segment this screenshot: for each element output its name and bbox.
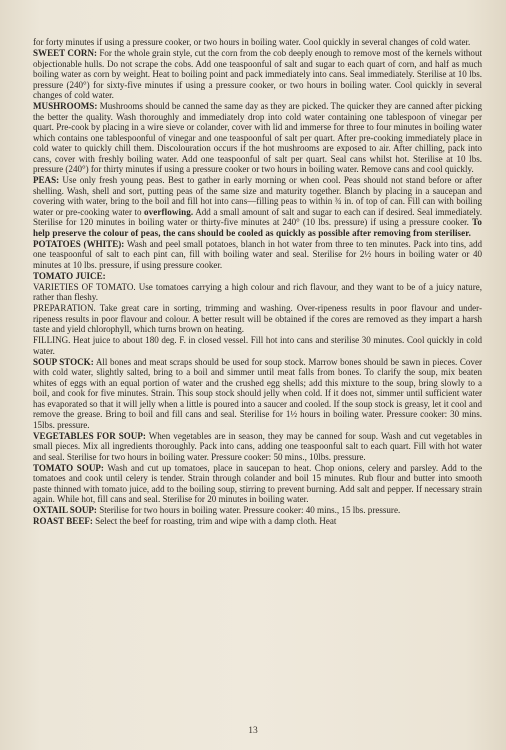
section-heading: PEAS: xyxy=(33,175,60,185)
paragraph-preparation xyxy=(33,303,482,335)
paragraph-text: FILLING. Heat juice to about 180 deg. F. in closed vessel. Fill hot into cans and sterilise 30 minutes. Cool quickly in cold water. xyxy=(33,335,482,356)
paragraph-text: Select the beef for roasting, trim and wipe with a damp cloth. Heat xyxy=(92,516,337,526)
paragraph-soup-stock xyxy=(33,357,482,431)
paragraph-mushrooms xyxy=(33,101,482,175)
page-number: 13 xyxy=(248,726,258,736)
paragraph-sweet-corn xyxy=(33,48,482,101)
paragraph-filling xyxy=(33,335,482,356)
section-heading: TOMATO SOUP: xyxy=(33,462,104,473)
paragraph-peas xyxy=(33,175,482,238)
section-heading: ROAST BEEF: xyxy=(33,516,93,526)
paragraph-oxtail-soup xyxy=(33,505,482,516)
paragraph-text: VARIETIES OF TOMATO. Use tomatoes carrying a high colour and rich flavour, and they want to be of a juicy nature, rather than fleshy. xyxy=(33,281,482,302)
paragraph-potatoes xyxy=(33,239,482,271)
paragraph-text: Use only fresh young peas. Best to gather in early morning or when cool. Peas should not stand before or after shelling. Wash, shell and sort, putting peas of the same size and maturity together. Blanch by placing in a saucepan and covering with water, bring to the boil and fill hot into cans—filling peas to within ¾ in. of top of can. Fill can with boiling water or pre-cooking water to xyxy=(33,175,482,217)
bold-inline-text: overflowing. xyxy=(144,206,194,217)
paragraph-text: Sterilise for two hours in boiling water. Pressure cooker: 40 mins., 15 lbs. pressure. xyxy=(96,505,401,515)
paragraph-tomato-soup xyxy=(33,463,482,505)
paragraph-text: Wash and cut up tomatoes, place in saucepan to heat. Chop onions, celery and parsley. Add to the tomatoes and cook until celery is tender. Strain through colander and boil 15 minutes. Rub flour and butter into smooth paste thinned with tomato juice, add to the boiling soup, stirring to prevent burning. Add salt and pepper. If necessary strain again. While hot, fill cans and seal. Sterilise for 20 minutes in boiling water. xyxy=(33,462,482,504)
bold-note: To help preserve the colour of peas, the cans should be cooled as quickly as possible after removing from steriliser. xyxy=(33,217,482,238)
paragraph-vegetables-for-soup xyxy=(33,431,482,463)
paragraph-text: Add a small amount of salt and sugar to each can if desired. Seal immediately. Sterilise for 120 minutes in boiling water or thirty-five minutes at 240° (10 lbs. pressure) if using a pressure cooker. xyxy=(33,206,482,227)
section-heading: TOMATO JUICE: xyxy=(33,270,106,281)
paragraph-varieties xyxy=(33,282,482,303)
section-heading: SOUP STOCK: xyxy=(33,356,94,367)
section-heading: SWEET CORN: xyxy=(33,48,97,58)
paragraph-text: Wash and peel small potatoes, blanch in hot water from three to ten minutes. Pack into tins, add one teaspoonful of salt to each pint can, fill with boiling water and seal. Sterilise for 2½ hours in boiling water or 40 minutes at 10 lbs. pressure, if using pressure cooker. xyxy=(33,238,483,270)
paragraph-roast-beef xyxy=(33,516,482,527)
paragraph-text: PREPARATION. Take great care in sorting, trimming and washing. Over-ripeness results in poor flavour and under-ripeness results in poor flavour and colour. A better result will be obtained if the cores are removed as they impart a harsh taste and yield chlorophyll, which turns brown on heating. xyxy=(33,303,482,334)
paragraph-text: for forty minutes if using a pressure cooker, or two hours in boiling water. Cool quickly in several changes of cold water. xyxy=(33,37,471,47)
paragraph-tomato-juice xyxy=(33,271,482,282)
paragraph-text: All bones and meat scraps should be used for soup stock. Marrow bones should be sawn in pieces. Cover with cold water, slightly salted, bring to a boil and simmer until meat falls from bones. To clarify the soup, mix beaten whites of eggs with an equal portion of water and the crushed egg shells; add this mixture to the soup, bring slowly to a boil, and cook for five minutes. Strain. This soup stock should jelly when cold. If it does not, simmer until sufficient water has evaporated so that it will jelly when a little is poured into a saucer and cooled. If the soup stock is greasy, let it cool and remove the grease. Bring to boil and fill cans and seal. Sterilise for 1½ hours in boiling water. Pressure cooker: 30 mins. 15lbs. pressure. xyxy=(33,356,482,430)
paragraph-continuation xyxy=(33,37,482,48)
section-heading: POTATOES (WHITE): xyxy=(33,238,125,249)
paragraph-text: When vegetables are in season, they may be canned for soup. Wash and cut vegetables in small pieces. Mix all ingredients thoroughly. Pack into cans, adding one teaspoonful salt to each quart. Fill with hot water and seal. Sterilise for two hours in boiling water. Pressure cooker: 50 mins., 10lbs. pressure. xyxy=(33,430,482,462)
section-heading: MUSHROOMS: xyxy=(33,101,98,111)
section-heading: OXTAIL SOUP: xyxy=(33,505,97,515)
paragraph-text: Mushrooms should be canned the same day as they are picked. The quicker they are canned after picking the better the quality. Wash thoroughly and immediately drop into cold water containing one tablespoon of vinegar per quart. Pre-cook by placing in a wire sieve or colander, cover with lid and immerse for three to four minutes in boiling water which contains one tablespoonful of vinegar and one teaspoonful of salt per quart. After pre-cooking immediately place in cold water to quickly chill them. Discolouration occurs if the hot mushrooms are exposed to air. After chilling, pack into cans, cover with freshly boiling water. Add one teaspoonful of salt per quart. Seal cans whilst hot. Sterilise at 10 lbs. pressure (240°) for thirty minutes if using a pressure cooker or two hours in boiling water. Remove cans and cool quickly. xyxy=(33,101,482,174)
paragraph-text: For the whole grain style, cut the corn from the cob deeply enough to remove most of the kernels without objectionable hulls. Do not scrape the cobs. Add one teaspoonful of salt and sugar to each quart of corn, and half as much boiling water as corn by weight. Heat to boiling point and pack immediately into cans. Seal immediately. Sterilise at 10 lbs. pressure (240°) for sixty-five minutes if using a pressure cooker, or two hours in boiling water. Cool quickly in several changes of cold water. xyxy=(33,48,482,100)
body-text xyxy=(33,37,482,527)
section-heading: VEGETABLES FOR SOUP: xyxy=(33,430,146,441)
